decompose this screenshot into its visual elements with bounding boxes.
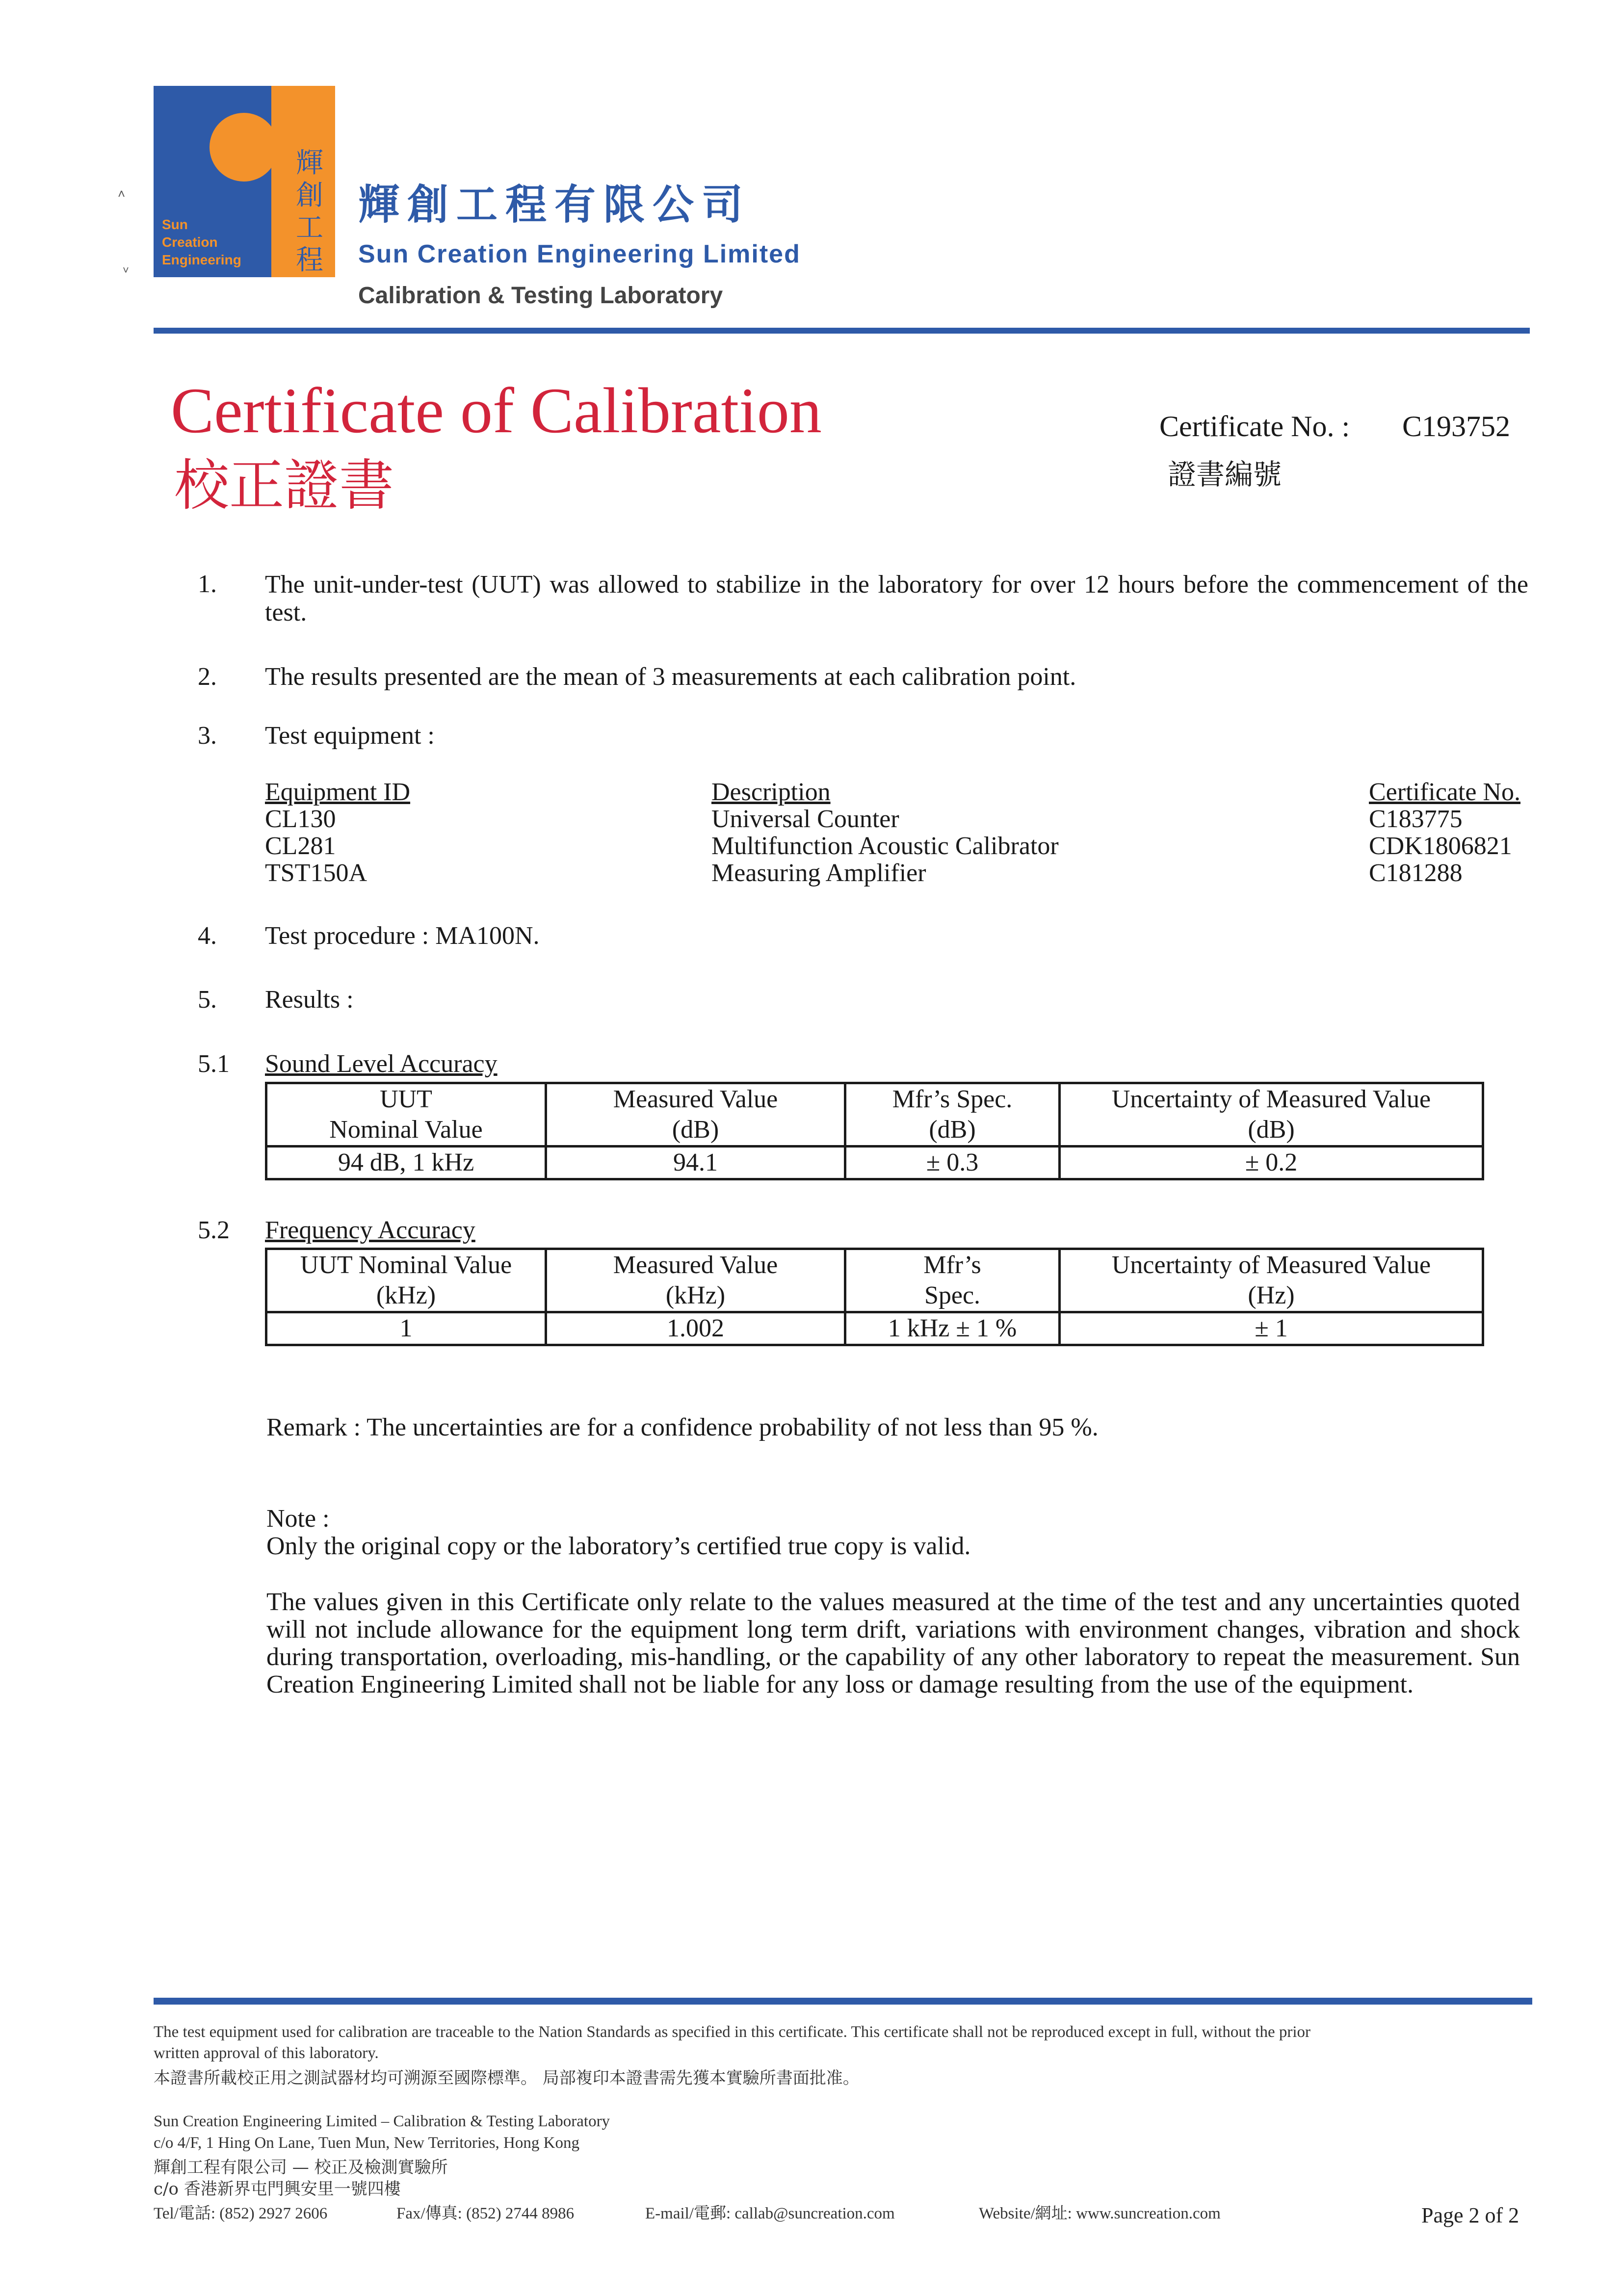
footer-traceability: written approval of this laboratory. bbox=[154, 2044, 379, 2062]
footer-traceability-cn: 本證書所載校正用之測試器材均可溯源至國際標準。 局部複印本證書需先獲本實驗所書面批准。 bbox=[154, 2068, 860, 2088]
certificate-number-label: Certificate No. : bbox=[1159, 410, 1350, 443]
remark: Remark : The uncertainties are for a confidence probability of not less than 95 %. bbox=[266, 1413, 1099, 1441]
table-cell: 1 kHz ± 1 % bbox=[845, 1312, 1060, 1345]
table-cell: 94 dB, 1 kHz bbox=[266, 1147, 546, 1179]
footer-address: Sun Creation Engineering Limited – Calibration & Testing Laboratory bbox=[154, 2113, 610, 2130]
equipment-header-id: Equipment ID bbox=[265, 778, 411, 806]
lab-name: Calibration & Testing Laboratory bbox=[358, 283, 723, 309]
table-cell: ± 1 bbox=[1060, 1312, 1483, 1345]
table-row bbox=[266, 1147, 1483, 1179]
equipment-description: Measuring Amplifier bbox=[711, 859, 926, 887]
logo-line: Creation bbox=[162, 235, 218, 250]
table-header-row bbox=[266, 1083, 1483, 1147]
equipment-description: Multifunction Acoustic Calibrator bbox=[711, 832, 1059, 860]
table-cell: 1 bbox=[266, 1312, 546, 1345]
table-cell: ± 0.2 bbox=[1060, 1147, 1483, 1179]
certificate-title-cn: 校正證書 bbox=[174, 454, 394, 518]
company-name-cn: 輝創工程有限公司 bbox=[358, 181, 751, 229]
equipment-id: CL130 bbox=[265, 805, 336, 833]
table-header-cell: UUT Nominal Value (kHz) bbox=[266, 1249, 546, 1312]
table-row bbox=[266, 1312, 1483, 1345]
section-number: 5.2 bbox=[198, 1216, 230, 1244]
table-cell: ± 0.3 bbox=[845, 1147, 1060, 1179]
table-header-row bbox=[266, 1249, 1483, 1312]
company-name-en: Sun Creation Engineering Limited bbox=[358, 240, 801, 268]
note-line: Only the original copy or the laboratory’s certified true copy is valid. bbox=[266, 1532, 971, 1560]
table-cell: 94.1 bbox=[546, 1147, 845, 1179]
item-text: The unit-under-test (UUT) was allowed to stabilize in the laboratory for over 12 hours before the commencement of the test. bbox=[265, 571, 1528, 626]
footer-address-cn: c/o 香港新界屯門興安里一號四樓 bbox=[154, 2179, 401, 2199]
footer-address-cn: 輝創工程有限公司 — 校正及檢測實驗所 bbox=[154, 2158, 448, 2177]
header-divider bbox=[154, 328, 1530, 334]
item-number: 3. bbox=[198, 722, 217, 750]
item-text: The results presented are the mean of 3 measurements at each calibration point. bbox=[265, 663, 1076, 691]
page-number: Page 2 of 2 bbox=[1421, 2203, 1519, 2227]
table-cell: 1.002 bbox=[546, 1312, 845, 1345]
frequency-table bbox=[265, 1248, 1484, 1346]
note-label: Note : bbox=[266, 1505, 330, 1533]
item-number: 1. bbox=[198, 570, 217, 598]
item-text: Results : bbox=[265, 986, 354, 1014]
equipment-certificate: C183775 bbox=[1369, 805, 1463, 833]
footer-email[interactable]: E-mail/電郵: callab@suncreation.com bbox=[645, 2205, 895, 2222]
table-header-cell: Measured Value (kHz) bbox=[546, 1249, 845, 1312]
section-number: 5.1 bbox=[198, 1050, 230, 1078]
footer-traceability: The test equipment used for calibration are traceable to the Nation Standards as specified in this certificate. This certificate shall not be reproduced except in full, without the prior bbox=[154, 2023, 1311, 2041]
table-header-cell: Uncertainty of Measured Value (Hz) bbox=[1060, 1249, 1483, 1312]
logo-small-text bbox=[162, 216, 270, 269]
certificate-number-value: C193752 bbox=[1402, 410, 1511, 443]
item-text: Test procedure : MA100N. bbox=[265, 922, 540, 950]
certificate-title-en: Certificate of Calibration bbox=[171, 374, 822, 446]
table-header-cell: UUT Nominal Value bbox=[266, 1083, 546, 1147]
section-title: Frequency Accuracy bbox=[265, 1216, 475, 1244]
footer-address: c/o 4/F, 1 Hing On Lane, Tuen Mun, New Territories, Hong Kong bbox=[154, 2134, 579, 2152]
footer-tel: Tel/電話: (852) 2927 2606 bbox=[154, 2205, 328, 2222]
margin-mark: ˄ bbox=[118, 186, 126, 201]
table-header-cell: Measured Value (dB) bbox=[546, 1083, 845, 1147]
table-header-cell: Mfr’s Spec. bbox=[845, 1249, 1060, 1312]
logo-line: Sun bbox=[162, 217, 188, 232]
footer-fax: Fax/傳真: (852) 2744 8986 bbox=[396, 2205, 575, 2222]
logo-vertical-text: 輝創工程 bbox=[296, 147, 323, 276]
footer-divider bbox=[154, 1998, 1532, 2005]
certificate-number-label-cn: 證書編號 bbox=[1168, 458, 1282, 491]
table-header-cell: Uncertainty of Measured Value (dB) bbox=[1060, 1083, 1483, 1147]
sound-level-table bbox=[265, 1082, 1484, 1180]
table-header-cell: Mfr’s Spec. (dB) bbox=[845, 1083, 1060, 1147]
item-number: 4. bbox=[198, 922, 217, 950]
logo-line: Engineering bbox=[162, 252, 241, 267]
item-number: 5. bbox=[198, 986, 217, 1014]
equipment-id: CL281 bbox=[265, 832, 336, 860]
item-text: Test equipment : bbox=[265, 722, 435, 750]
equipment-header-certificate: Certificate No. bbox=[1369, 778, 1520, 806]
equipment-id: TST150A bbox=[265, 859, 367, 887]
footer-website[interactable]: Website/網址: www.suncreation.com bbox=[979, 2205, 1221, 2222]
item-number: 2. bbox=[198, 663, 217, 691]
equipment-certificate: CDK1806821 bbox=[1369, 832, 1512, 860]
logo-sun-icon bbox=[210, 113, 278, 182]
note-paragraph: The values given in this Certificate only relate to the values measured at the time of the test and any uncertainties quoted will not include allowance for the equipment long term drift, variations with environment changes, vibration and shock during transportation, overloading, mis-handling, or the capability of any other laboratory to repeat the measurement. Sun Creation Engineering Limited shall not be liable for any loss or damage resulting from the use of the equipment. bbox=[266, 1588, 1520, 1698]
equipment-certificate: C181288 bbox=[1369, 859, 1463, 887]
equipment-description: Universal Counter bbox=[711, 805, 899, 833]
equipment-header-description: Description bbox=[711, 778, 831, 806]
section-title: Sound Level Accuracy bbox=[265, 1050, 498, 1078]
margin-mark: ˅ bbox=[123, 264, 129, 276]
